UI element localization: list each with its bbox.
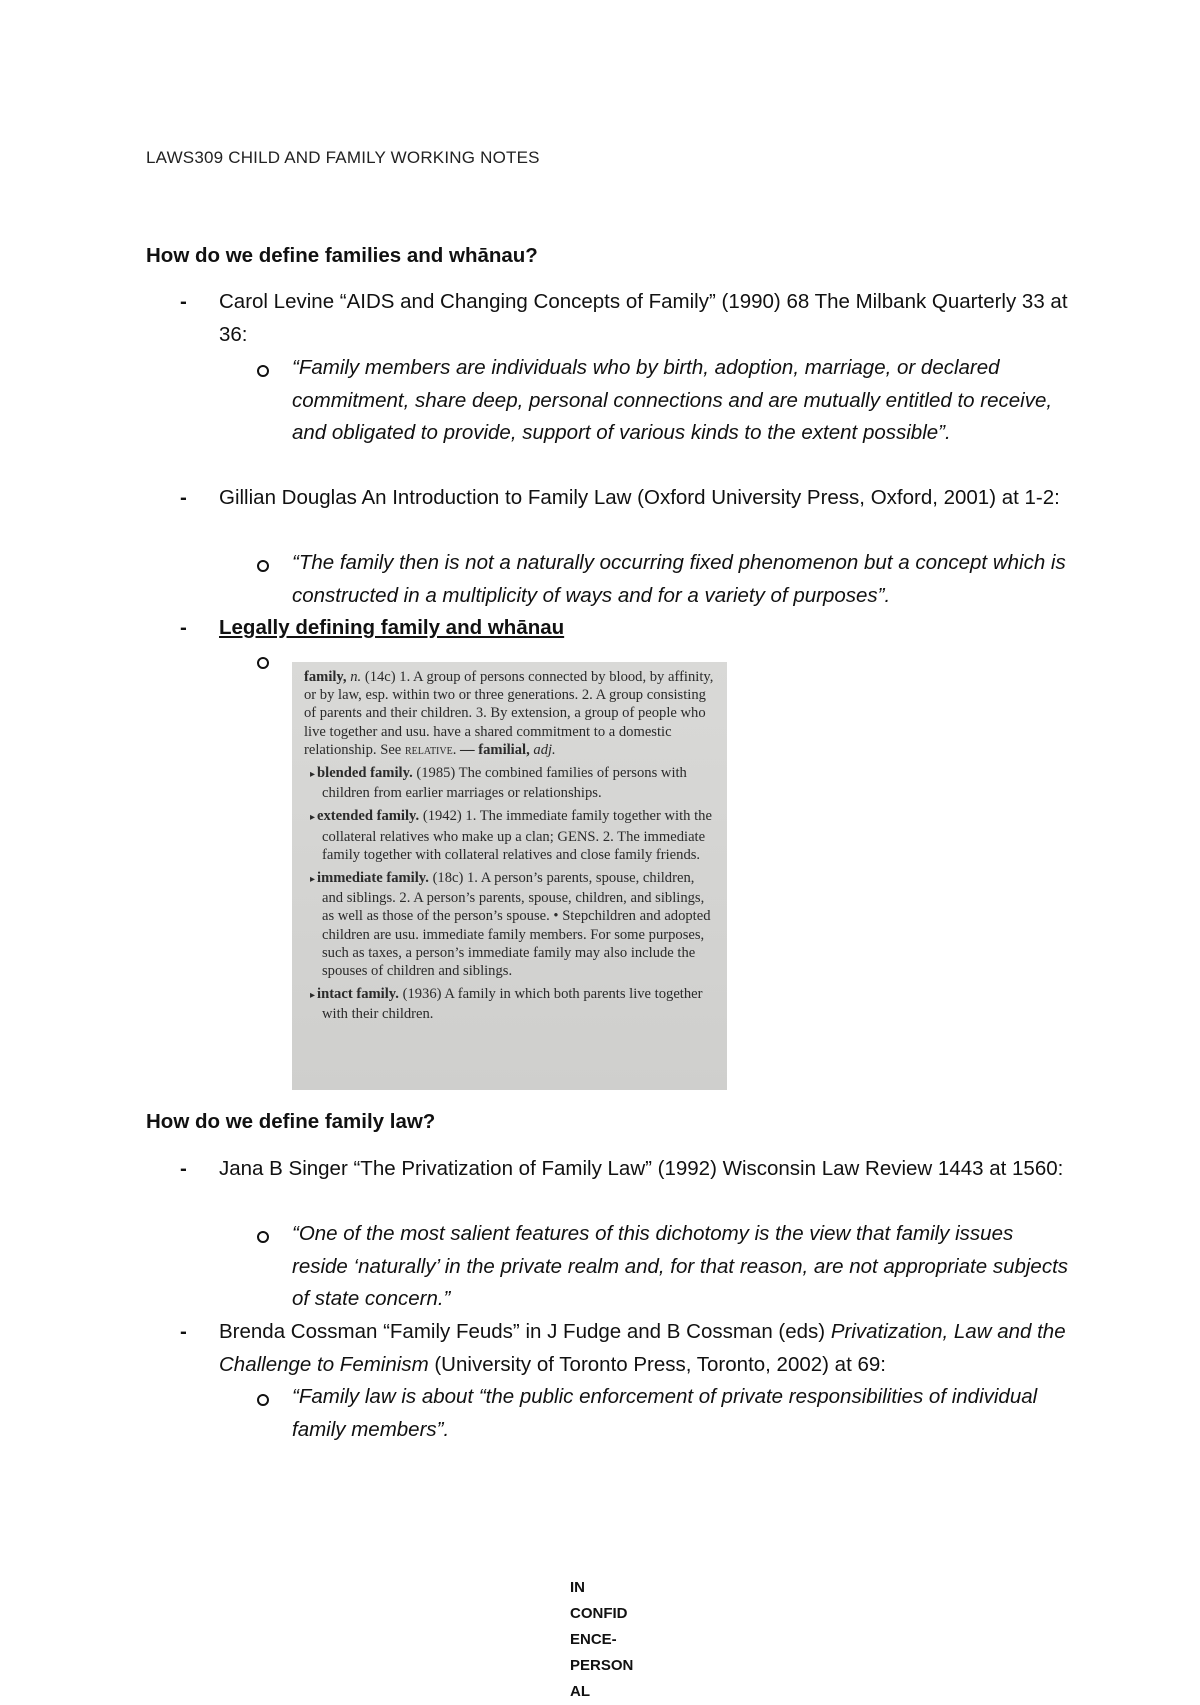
dict-subbody: (1985) The combined families of persons with children from earlier marriages or relationships. [322, 765, 687, 802]
dict-subbody: (18c) 1. A person’s parents, spouse, children, and siblings. 2. A person’s parents, spouse, children, and siblings, as well as those of the person’s spouse. • Stepchildren and adopted children are usu. immediate family members. For some purposes, such as taxes, a person’s immediate family may also include the spouses of children and siblings. [322, 870, 711, 980]
stamp-line: IN [570, 1579, 585, 1596]
dict-headword: family, [304, 669, 347, 685]
dict-derivative-pos: adj. [533, 741, 556, 758]
dict-subhead: blended family. [317, 765, 413, 782]
citation-singer: Jana B Singer “The Privatization of Family Law” (1992) Wisconsin Law Review 1443 at 1560: [219, 1157, 1064, 1180]
quote-cossman: “Family law is about “the public enforcement of private responsibilities of individual family members”. [292, 1385, 1038, 1441]
stamp-line: ENCE- [570, 1631, 617, 1648]
dict-subhead: extended family. [317, 808, 420, 825]
triangle-bullet-icon: ▸ [310, 990, 316, 1002]
dash-marker: - [180, 290, 187, 313]
confidential-stamp [570, 1575, 650, 1705]
citation-cossman-title: Privatization, Law and the Challenge to Feminism [219, 1320, 1066, 1376]
dict-entry-intact [304, 985, 715, 1023]
dict-derivative: — familial, [460, 741, 530, 758]
section-heading-families: How do we define families and whānau? [146, 244, 538, 267]
dash-marker: - [180, 1157, 187, 1180]
stamp-line: AL [570, 1683, 590, 1700]
circle-bullet-icon [257, 1231, 269, 1243]
dict-subhead: immediate family. [317, 870, 429, 887]
triangle-bullet-icon: ▸ [310, 769, 316, 781]
quote-levine: “Family members are individuals who by birth, adoption, marriage, or declared commitment, share deep, personal connections and are mutually entitled to receive, and obligated to provide, support of various kinds to the extent possible”. [292, 356, 1053, 444]
dictionary-excerpt-image [292, 662, 727, 1090]
stamp-line: PERSON [570, 1657, 634, 1674]
dict-pos: n. [350, 669, 362, 685]
dict-entry-extended [304, 807, 715, 864]
quote-singer: “One of the most salient features of this dichotomy is the view that family issues reside ‘naturally’ in the private realm and, for that reason, are not appropriate subjects of state concern.” [292, 1222, 1069, 1310]
triangle-bullet-icon: ▸ [310, 812, 316, 824]
circle-bullet-icon [257, 657, 269, 669]
circle-bullet-icon [257, 1394, 269, 1406]
dict-definition: (14c) 1. A group of persons connected by blood, by affinity, or by law, esp. within two or three generations. 2. A group consisting of parents and their children. 3. By extension, a group of people who live together and usu. have a shared commitment to a domestic relationship. See [304, 669, 714, 758]
dict-see-ref: relative. [404, 741, 457, 758]
circle-bullet-icon [257, 560, 269, 572]
dict-subbody: (1942) 1. The immediate family together with the collateral relatives who make up a clan; GENS. 2. The immediate family together with collateral relatives and close family friends. [322, 808, 712, 863]
citation-cossman-author: Brenda Cossman “Family Feuds” in J Fudge and B Cossman (eds) [219, 1320, 826, 1343]
citation-douglas: Gillian Douglas An Introduction to Family Law (Oxford University Press, Oxford, 2001) at 1-2: [219, 486, 1060, 509]
subheading-legally-defining: Legally defining family and whānau [219, 616, 565, 639]
dict-entry-family [304, 668, 715, 759]
dict-subbody: (1936) A family in which both parents live together with their children. [322, 986, 703, 1023]
citation-cossman [219, 1316, 1079, 1381]
dict-subhead: intact family. [317, 986, 399, 1003]
triangle-bullet-icon: ▸ [310, 874, 316, 886]
dash-marker: - [180, 616, 187, 639]
dash-marker: - [180, 1320, 187, 1343]
circle-bullet-icon [257, 365, 269, 377]
dash-marker: - [180, 486, 187, 509]
quote-douglas: “The family then is not a naturally occurring fixed phenomenon but a concept which is constructed in a multiplicity of ways and for a variety of purposes”. [292, 551, 1066, 607]
section-heading-family-law: How do we define family law? [146, 1110, 436, 1133]
document-header: LAWS309 CHILD AND FAMILY WORKING NOTES [146, 148, 540, 167]
dict-entry-immediate [304, 869, 715, 980]
citation-cossman-publisher: (University of Toronto Press, Toronto, 2002) at 69: [434, 1352, 886, 1376]
citation-levine: Carol Levine “AIDS and Changing Concepts of Family” (1990) 68 The Milbank Quarterly 33 at 36: [219, 290, 1068, 346]
stamp-line: CONFID [570, 1605, 628, 1622]
dict-entry-blended [304, 764, 715, 802]
